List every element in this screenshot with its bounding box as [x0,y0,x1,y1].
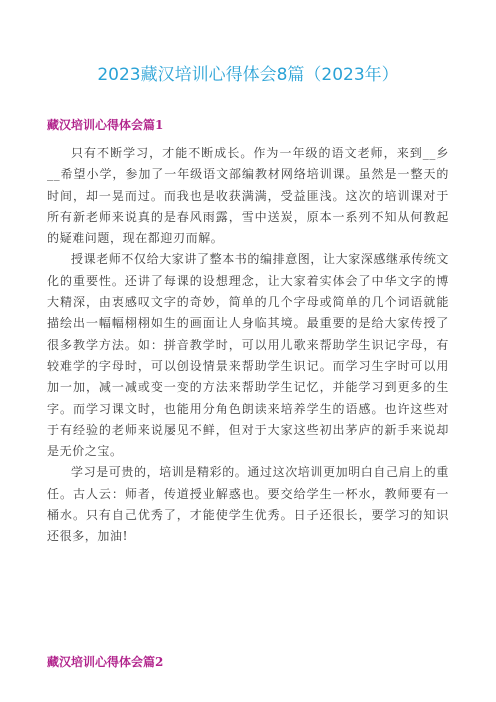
paragraph: 学习是可贵的，培训是精彩的。通过这次培训更加明白自己肩上的重任。古人云：师者，传道授业解惑也。要交给学生一杯水，教师要有一桶水。只有自己优秀了，才能使学生优秀。日子还很长，要学习的知识还很多，加油! [47,465,450,544]
section-heading-2: 藏汉培训心得体会篇2 [47,655,164,669]
section-1-body [47,143,449,548]
section-heading-1: 藏汉培训心得体会篇1 [47,118,164,132]
paragraph: 只有不断学习，才能不断成长。作为一年级的语文老师，来到__乡__希望小学，参加了一年级语文部编教材网络培训课。虽然是一整天的时间，却一晃而过。而我也是收获满满，受益匪浅。这次的培训课对于所有新老师来说真的是春风雨露，雪中送炭，原本一系列不知从何教起的疑难问题，现在都迎刃而解。 [47,146,449,246]
paragraph: 授课老师不仅给大家讲了整本书的编排意图，让大家深感继承传统文化的重要性。还讲了每课的设想理念，让大家着实体会了中华文字的博大精深，由衷感叹文字的奇妙，简单的几个字母或简单的几个词语就能描绘出一幅幅栩栩如生的画面让人身临其境。最重要的是给大家传授了很多教学方法。如：拼音教学时，可以用儿歌来帮助学生识记字母，有较难学的字母时，可以创设情景来帮助学生识记。而学习生字时可以用加一加，减一减或变一变的方法来帮助学生记忆，并能学习到更多的生字。而学习课文时，也能用分角色朗读来培养学生的语感。也许这些对于有经验的老师来说屡见不鲜，但对于大家这些初出茅庐的新手来说却是无价之宝。 [47,252,450,459]
document-title: 2023藏汉培训心得体会8篇（2023年） [97,65,399,85]
